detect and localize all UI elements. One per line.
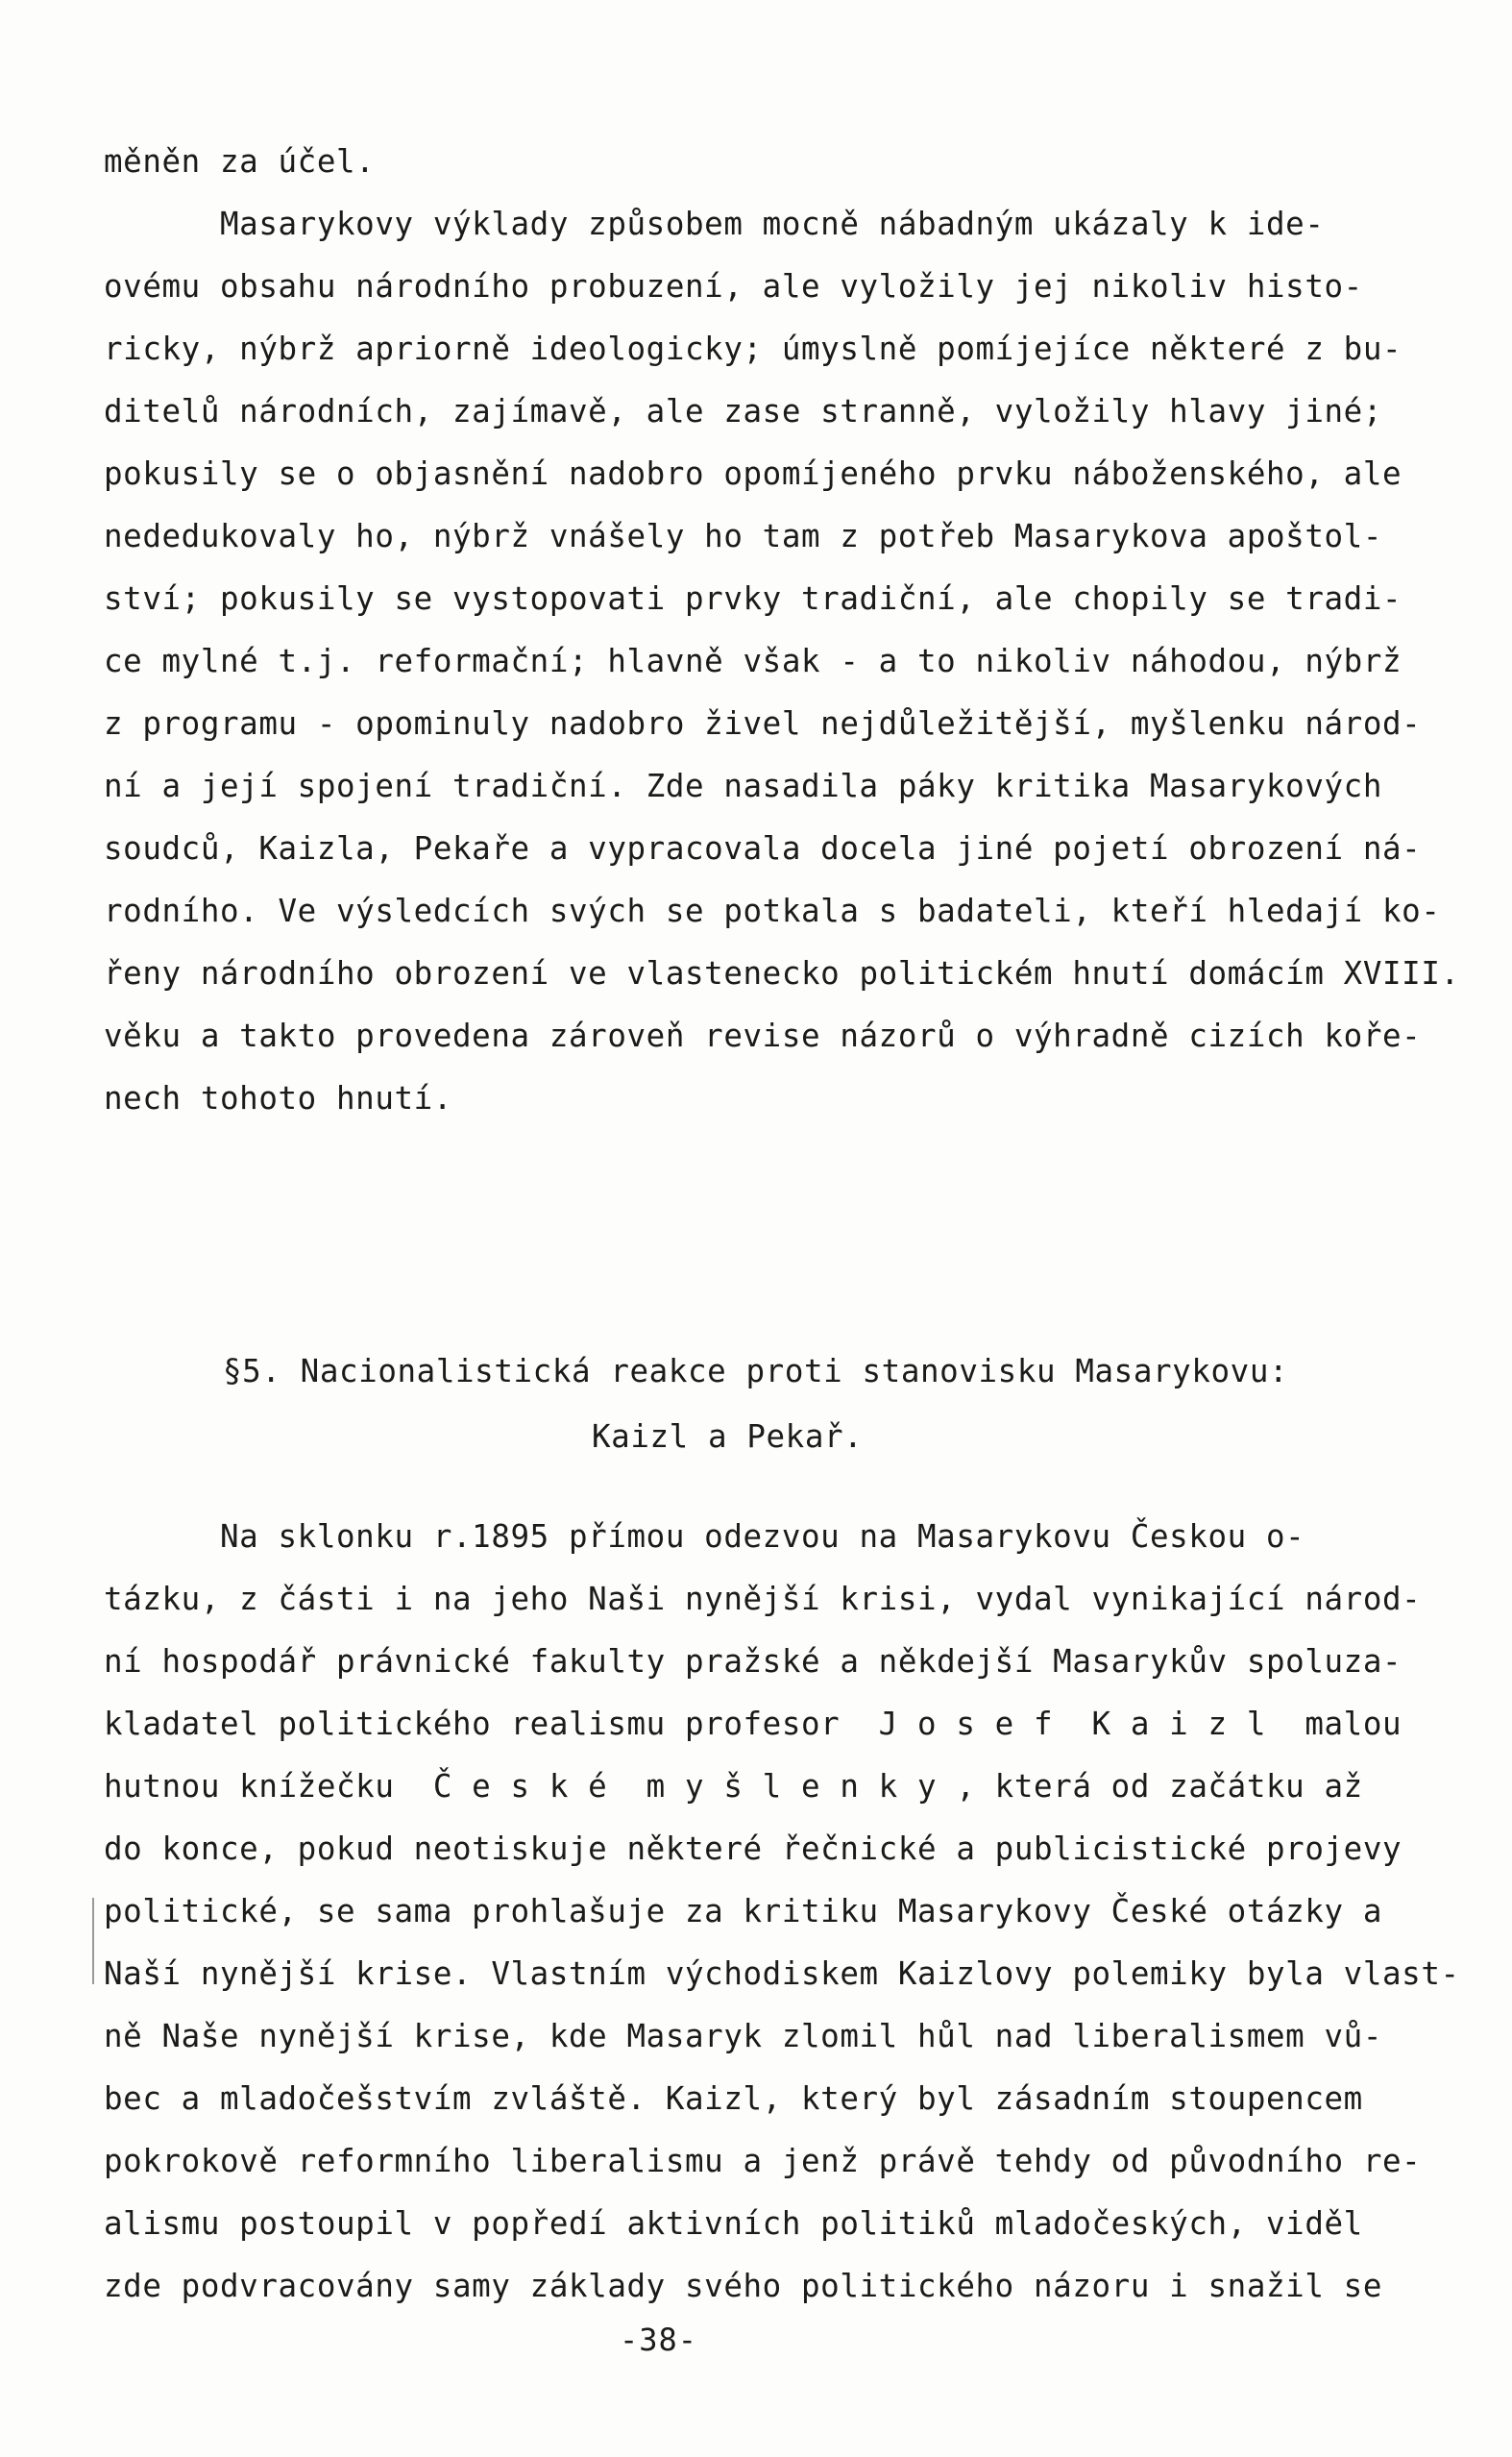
text-line: soudců, Kaizla, Pekaře a vypracovala docela jiné pojetí obrození ná- [104, 830, 1422, 867]
text-line: ně Naše nynější krise, kde Masaryk zlomil hůl nad liberalismem vů- [104, 2018, 1382, 2054]
text-line: Naší nynější krise. Vlastním východiskem Kaizlovy polemiky byla vlast- [104, 1955, 1460, 1992]
text-line: tázku, z části i na jeho Naši nynější krisi, vydal vynikající národ- [104, 1581, 1422, 1617]
text-line: politické, se sama prohlašuje za kritiku Masarykovy České otázky a [104, 1893, 1382, 1929]
text-line: řeny národního obrození ve vlastenecko politickém hnutí domácím XVIII. [104, 955, 1460, 992]
text-line: měněn za účel. [104, 143, 376, 180]
text-line: nededukovaly ho, nýbrž vnášely ho tam z potřeb Masarykova apoštol- [104, 518, 1382, 554]
text-line: ství; pokusily se vystopovati prvky tradiční, ale chopily se tradi- [104, 580, 1402, 617]
text-line: Na sklonku r.1895 přímou odezvou na Masarykovu Českou o- [104, 1518, 1305, 1555]
text-line: do konce, pokud neotiskuje některé řečnické a publicistické projevy [104, 1830, 1402, 1867]
text-line: ovému obsahu národního probuzení, ale vyložily jej nikoliv histo- [104, 268, 1363, 305]
text-line: rodního. Ve výsledcích svých se potkala s badateli, kteří hledají ko- [104, 893, 1441, 929]
margin-mark [92, 1898, 94, 1984]
text-line: ditelů národních, zajímavě, ale zase stranně, vyložily hlavy jiné; [104, 393, 1382, 430]
text-line: ní a její spojení tradiční. Zde nasadila páky kritika Masarykových [104, 768, 1382, 804]
text-line: alismu postoupil v popředí aktivních politiků mladočeských, viděl [104, 2205, 1363, 2242]
section-heading-title: §5. Nacionalistická reakce proti stanovisku Masarykovu: [223, 1353, 1289, 1389]
text-line: Masarykovy výklady způsobem mocně nábadným ukázaly k ide- [104, 206, 1325, 242]
page-number: -38- [620, 2322, 698, 2358]
text-line: bec a mladočešstvím zvláště. Kaizl, který byl zásadním stoupencem [104, 2080, 1363, 2117]
text-line: ricky, nýbrž apriorně ideologicky; úmyslně pomíjejíce některé z bu- [104, 331, 1402, 367]
text-line: zde podvracovány samy základy svého politického názoru i snažil se [104, 2268, 1382, 2304]
section-heading-subtitle: Kaizl a Pekař. [592, 1418, 864, 1455]
text-line: pokrokově reformního liberalismu a jenž právě tehdy od původního re- [104, 2143, 1422, 2179]
text-line: pokusily se o objasnění nadobro opomíjeného prvku náboženského, ale [104, 455, 1402, 492]
text-line: nech tohoto hnutí. [104, 1080, 452, 1117]
text-line: kladatel politického realismu profesor J o s e f K a i z l malou [104, 1706, 1402, 1742]
text-line: ní hospodář právnické fakulty pražské a někdejší Masarykův spoluza- [104, 1643, 1402, 1680]
text-line: hutnou knížečku Č e s k é m y š l e n k y , která od začátku až [104, 1768, 1363, 1805]
text-line: z programu - opominuly nadobro živel nejdůležitější, myšlenku národ- [104, 705, 1422, 742]
text-line: věku a takto provedena zároveň revise názorů o výhradně cizích koře- [104, 1018, 1422, 1054]
text-line: ce mylné t.j. reformační; hlavně však - a to nikoliv náhodou, nýbrž [104, 643, 1402, 679]
